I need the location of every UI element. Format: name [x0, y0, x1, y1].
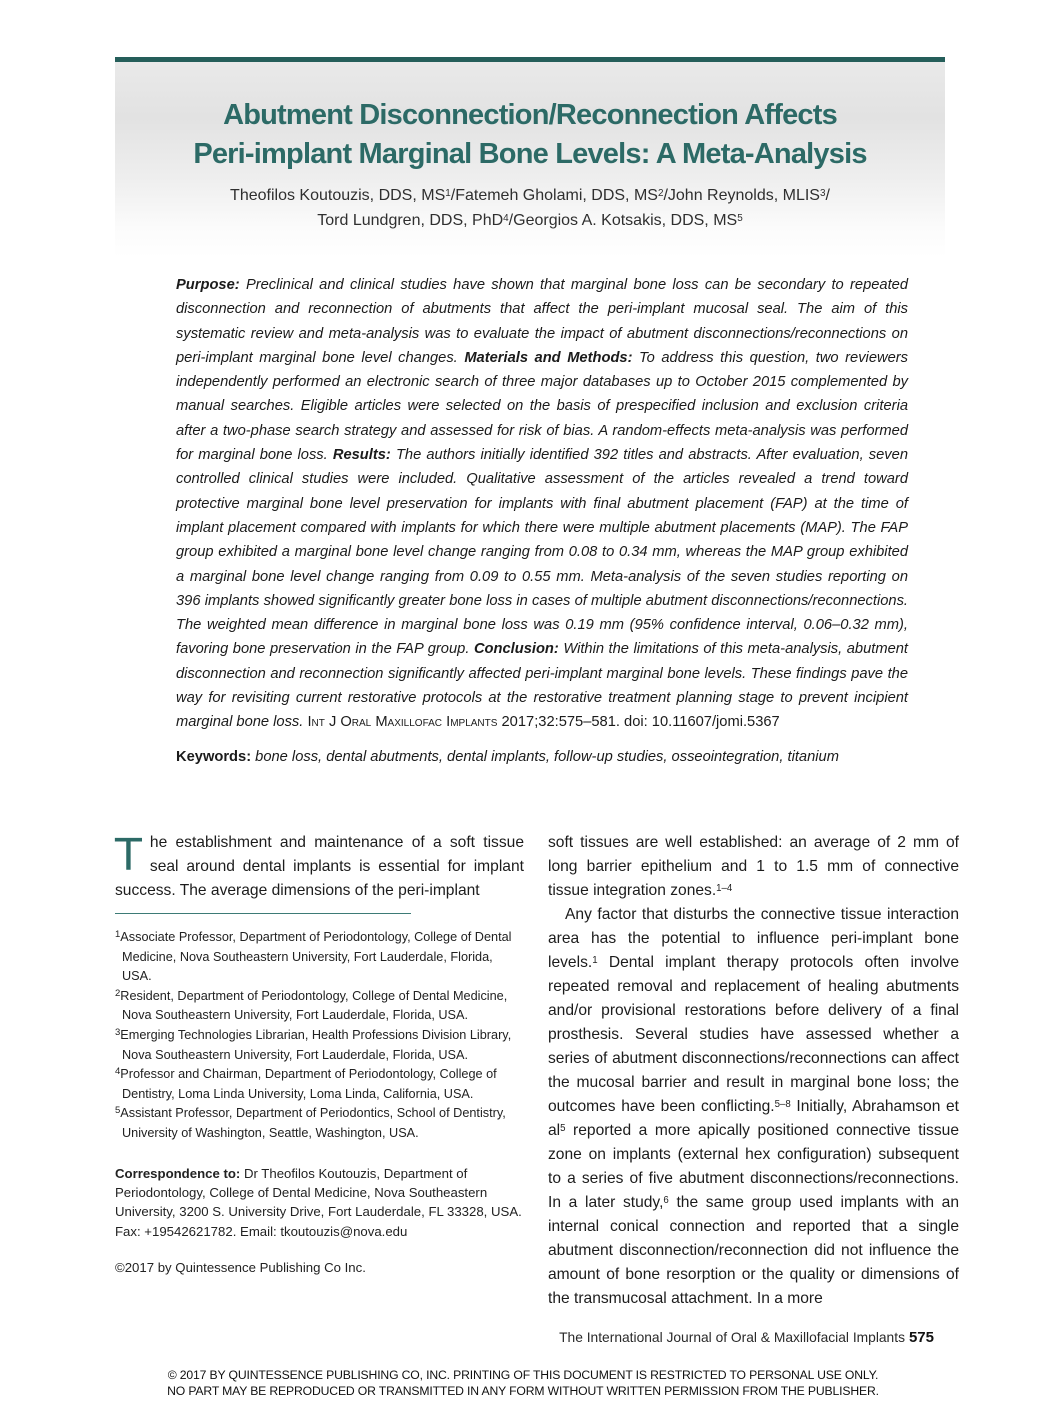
teal-accent-bar: [115, 57, 945, 62]
author-byline-line1: Theofilos Koutouzis, DDS, $MS^1$/Fatemeh Gholami, DDS, $MS^2$/John Reynolds, MLIS$^3$/: [230, 187, 830, 204]
abstract-text: Purpose: Preclinical and clinical studies have shown that marginal bone loss can be secondary to repeated disconnection and reconnection of abutments that affect the peri-implant mucosal seal. The aim of this systematic review and meta-analysis was to evaluate the impact of abutment disconnections/reconnections on peri-implant marginal bone level changes. Materials and Methods: To address this question, two reviewers independently performed an electronic search of three major databases up to October 2015 complemented by manual searches. Eligible articles were selected on the basis of prespecified inclusion and exclusion criteria after a two-phase search strategy and assessed for risk of bias. A random-effects meta-analysis was performed for marginal bone loss. Results: The authors initially identified 392 titles and abstracts. After evaluation, seven controlled clinical studies were included. Qualitative assessment of the articles revealed a trend toward protective marginal bone level preservation for implants with final abutment placement (FAP) at the time of implant placement compared with implants for which there were multiple abutment placements (MAP). The FAP group exhibited a marginal bone level change ranging from 0.08 to 0.34 mm, whereas the MAP group exhibited a marginal bone level change ranging from 0.09 to 0.55 mm. Meta-analysis of the seven studies reporting on 396 implants showed significantly greater bone loss in cases of multiple abutment disconnections/reconnections. The weighted mean difference in marginal bone loss was 0.19 mm (95% confidence interval, 0.06–0.32 mm), favoring bone preservation in the FAP group. Conclusion: Within the limitations of this meta-analysis, abutment disconnection and reconnection significantly affected peri-implant marginal bone levels. These findings pave the way for revisiting current restorative protocols at the restorative treatment planning stage to prevent incipient marginal bone loss. Int J Oral Maxillofac Implants 2017;32:575–581. doi: 10.11607/jomi.5367: [176, 277, 908, 731]
keywords-text: bone loss, dental abutments, dental implants, follow-up studies, osseointegration, titanium: [255, 749, 839, 765]
author-byline-line2: Tord Lundgren, DDS, PhD$^4$/Georgios A. Kotsakis, DDS, $MS^5$: [317, 212, 743, 229]
footnote-item: $^5$Assistant Professor, Department of Periodontics, School of Dentistry, University of Washington, Seattle, Washington, USA.: [115, 1105, 506, 1140]
body-paragraph: Any factor that disturbs the connective tissue interaction area has the potential to influence peri-implant bone levels.$^1$ Dental implant therapy protocols often involve repeated removal and replacement of healing abutments and/or provisional restorations before delivery of a final prosthesis. Several studies have assessed whether a series of abutment disconnections/reconnections can affect the mucosal barrier and result in marginal bone loss; the outcomes have been conflicting.$^{5-8}$ Initially, Abrahamson et $al^5$ reported a more apically positioned connective tissue zone on implants (external hex configuration) subsequent to a series of five abutment disconnections/reconnections. In a later study,$^6$ the same group used implants with an internal conical connection and reported that a single abutment disconnection/reconnection did not influence the amount of bone resorption or the quality or dimensions of the transmucosal attachment. In a more: [548, 906, 959, 1307]
drop-cap: T: [115, 830, 142, 881]
running-footer: [559, 1329, 934, 1346]
body-paragraph: soft tissues are well established: an average of 2 mm of long barrier epithelium and 1 to 1.5 mm of connective tissue integration zones.$^{1-4}$: [548, 834, 959, 899]
journal-citation: Int J Oral Maxillofac Implants 2017;32:575–581. doi: 10.11607/jomi.5367: [307, 714, 780, 731]
intro-text: he establishment and maintenance of a soft tissue seal around dental implants is essential for implant success. The average dimensions of the peri-implant: [115, 834, 524, 899]
affiliation-footnotes: [115, 928, 524, 1144]
article-title-line1: Abutment Disconnection/Reconnection Affects: [223, 99, 837, 131]
footnote-item: $^2$Resident, Department of Periodontology, College of Dental Medicine, Nova Southeastern University, Fort Lauderdale, Florida, USA.: [115, 987, 508, 1023]
page-number: 575: [908, 1329, 934, 1346]
footnote-divider: [115, 913, 411, 914]
article-title: [115, 96, 945, 174]
copyright-notice-line2: NO PART MAY BE REPRODUCED OR TRANSMITTED IN ANY FORM WITHOUT WRITTEN PERMISSION FROM THE PUBLISHER.: [167, 1383, 879, 1398]
correspondence: [115, 1164, 524, 1242]
author-byline: [115, 183, 945, 233]
correspondence-text: Dr Theofilos Koutouzis, Department of Periodontology, College of Dental Medicine, Nova Southeastern University, 3200 S. University Drive, Fort Lauderdale, FL 33328, USA. Fax: +19542621782. Email: tkoutouzis@nova.edu: [115, 1165, 522, 1239]
correspondence-label: Correspondence to:: [115, 1165, 244, 1181]
abstract: [176, 273, 908, 735]
publisher-copyright: ©2017 by Quintessence Publishing Co Inc.: [115, 1260, 366, 1276]
intro-paragraph: [115, 831, 524, 903]
right-column: [548, 831, 959, 1311]
keywords-label: Keywords:: [176, 749, 256, 765]
footnote-item: $^3$Emerging Technologies Librarian, Health Professions Division Library, Nova Southeastern University, Fort Lauderdale, Florida, USA.: [115, 1026, 512, 1062]
footnote-item: $^1$Associate Professor, Department of Periodontology, College of Dental Medicine, Nova Southeastern University, Fort Lauderdale, Florida, USA.: [115, 928, 512, 984]
title-banner: [115, 57, 945, 258]
copyright-notice-line1: © 2017 BY QUINTESSENCE PUBLISHING CO, INC. PRINTING OF THIS DOCUMENT IS RESTRICTED TO PERSONAL USE ONLY.: [167, 1368, 879, 1382]
journal-name: The International Journal of Oral & Maxillofacial Implants: [559, 1330, 905, 1345]
footnote-item: $^4$Professor and Chairman, Department of Periodontology, College of Dentistry, Loma Linda University, Loma Linda, California, USA.: [115, 1065, 497, 1101]
article-title-line2: Peri-implant Marginal Bone Levels: A Meta-Analysis: [193, 138, 867, 170]
left-column: [115, 831, 524, 1275]
keywords-line: [176, 745, 908, 769]
copyright-notice: [0, 1368, 1046, 1399]
